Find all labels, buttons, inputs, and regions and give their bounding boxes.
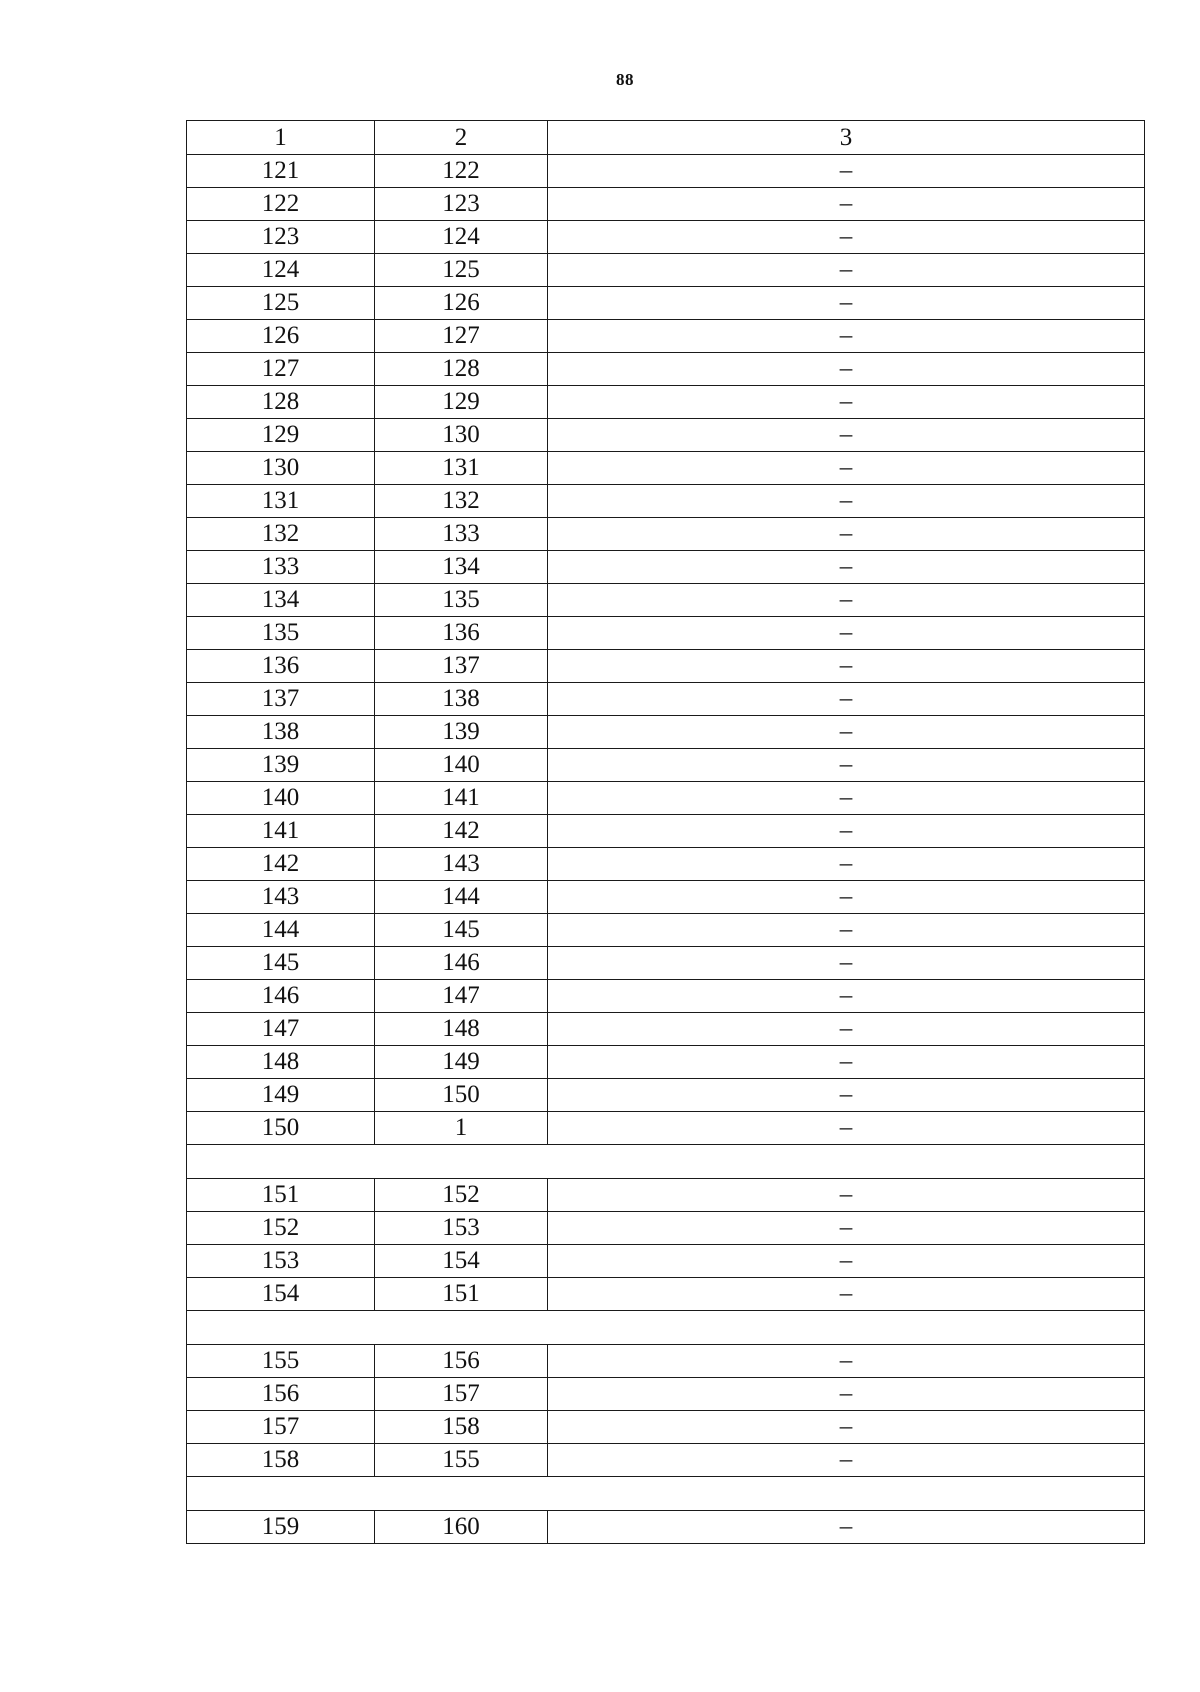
table-cell-col-1: 135: [187, 617, 375, 650]
table-cell-col-2: 151: [375, 1278, 548, 1311]
table-row: [187, 848, 1145, 881]
table-cell-col-3: –: [548, 287, 1145, 320]
table-row: [187, 320, 1145, 353]
table-row: [187, 188, 1145, 221]
table-cell-col-1: 151: [187, 1179, 375, 1212]
table-cell-col-1: 131: [187, 485, 375, 518]
table-spacer-row: [187, 1145, 1145, 1179]
table-cell-col-1: 146: [187, 980, 375, 1013]
table-cell-col-2: 1: [375, 1112, 548, 1145]
table-cell-col-3: –: [548, 815, 1145, 848]
table-cell-col-3: –: [548, 485, 1145, 518]
table-cell-col-3: –: [548, 1179, 1145, 1212]
table-row: [187, 1378, 1145, 1411]
table-cell-col-3: –: [548, 617, 1145, 650]
table-cell-col-1: 132: [187, 518, 375, 551]
table-cell-col-3: –: [548, 1112, 1145, 1145]
table-row: [187, 1345, 1145, 1378]
table-cell-col-1: 150: [187, 1112, 375, 1145]
table-cell-col-1: 149: [187, 1079, 375, 1112]
table-row: [187, 1245, 1145, 1278]
table-cell-col-1: 130: [187, 452, 375, 485]
table-cell-col-1: 139: [187, 749, 375, 782]
table-cell-col-3: –: [548, 1278, 1145, 1311]
table-cell-col-1: 124: [187, 254, 375, 287]
table-row: [187, 914, 1145, 947]
table-cell-col-1: 145: [187, 947, 375, 980]
table-cell-col-3: –: [548, 1013, 1145, 1046]
table-cell-col-3: –: [548, 551, 1145, 584]
table-cell-col-1: 157: [187, 1411, 375, 1444]
table-cell-col-3: –: [548, 353, 1145, 386]
table-row: [187, 650, 1145, 683]
table-cell-col-1: 136: [187, 650, 375, 683]
table-cell-col-1: 147: [187, 1013, 375, 1046]
table-row: [187, 749, 1145, 782]
table-row: [187, 452, 1145, 485]
table-row: [187, 716, 1145, 749]
table-cell-col-1: 133: [187, 551, 375, 584]
table-row: [187, 155, 1145, 188]
table-row: [187, 518, 1145, 551]
table-cell-col-3: –: [548, 584, 1145, 617]
table-cell-col-2: 127: [375, 320, 548, 353]
table-cell-col-2: 125: [375, 254, 548, 287]
table-cell-col-1: 127: [187, 353, 375, 386]
table-cell-col-1: 129: [187, 419, 375, 452]
table-cell-col-1: 141: [187, 815, 375, 848]
table-row: [187, 584, 1145, 617]
table-cell-col-3: –: [548, 683, 1145, 716]
spacer-cell: [187, 1311, 1145, 1345]
column-header-3: 3: [548, 121, 1145, 155]
table-cell-col-2: 147: [375, 980, 548, 1013]
table-row: [187, 1079, 1145, 1112]
table-cell-col-2: 158: [375, 1411, 548, 1444]
table-row: [187, 617, 1145, 650]
table-cell-col-2: 132: [375, 485, 548, 518]
table-cell-col-3: –: [548, 980, 1145, 1013]
table-cell-col-1: 155: [187, 1345, 375, 1378]
table-cell-col-3: –: [548, 848, 1145, 881]
table-row: [187, 419, 1145, 452]
table-row: [187, 1013, 1145, 1046]
table-cell-col-2: 152: [375, 1179, 548, 1212]
table-cell-col-2: 142: [375, 815, 548, 848]
table-cell-col-1: 138: [187, 716, 375, 749]
table-cell-col-2: 124: [375, 221, 548, 254]
table-row: [187, 254, 1145, 287]
table-cell-col-2: 139: [375, 716, 548, 749]
table-cell-col-3: –: [548, 1444, 1145, 1477]
table-cell-col-2: 128: [375, 353, 548, 386]
table-cell-col-1: 158: [187, 1444, 375, 1477]
table-cell-col-3: –: [548, 947, 1145, 980]
table-cell-col-1: 123: [187, 221, 375, 254]
table-cell-col-3: –: [548, 518, 1145, 551]
table-cell-col-2: 155: [375, 1444, 548, 1477]
table-cell-col-1: 143: [187, 881, 375, 914]
table-cell-col-2: 145: [375, 914, 548, 947]
table-cell-col-1: 126: [187, 320, 375, 353]
table-cell-col-1: 156: [187, 1378, 375, 1411]
table-cell-col-2: 150: [375, 1079, 548, 1112]
table-row: [187, 485, 1145, 518]
table-cell-col-1: 154: [187, 1278, 375, 1311]
table-row: [187, 1179, 1145, 1212]
table-cell-col-1: 152: [187, 1212, 375, 1245]
table-cell-col-3: –: [548, 254, 1145, 287]
table-cell-col-2: 144: [375, 881, 548, 914]
table-cell-col-3: –: [548, 881, 1145, 914]
table-cell-col-1: 148: [187, 1046, 375, 1079]
table-cell-col-3: –: [548, 419, 1145, 452]
table-header-row: [187, 121, 1145, 155]
table-cell-col-2: 122: [375, 155, 548, 188]
table-cell-col-2: 131: [375, 452, 548, 485]
column-header-2: 2: [375, 121, 548, 155]
table-row: [187, 1212, 1145, 1245]
table-cell-col-2: 140: [375, 749, 548, 782]
table-cell-col-3: –: [548, 1079, 1145, 1112]
table-cell-col-2: 143: [375, 848, 548, 881]
table-row: [187, 683, 1145, 716]
table-cell-col-3: –: [548, 221, 1145, 254]
table-spacer-row: [187, 1311, 1145, 1345]
table-cell-col-2: 146: [375, 947, 548, 980]
table-cell-col-3: –: [548, 452, 1145, 485]
table-cell-col-3: –: [548, 749, 1145, 782]
table-cell-col-1: 122: [187, 188, 375, 221]
table-cell-col-1: 142: [187, 848, 375, 881]
table-cell-col-2: 156: [375, 1345, 548, 1378]
table-cell-col-3: –: [548, 320, 1145, 353]
table-cell-col-1: 121: [187, 155, 375, 188]
table-row: [187, 947, 1145, 980]
spacer-cell: [187, 1145, 1145, 1179]
table-cell-col-3: –: [548, 716, 1145, 749]
table-cell-col-3: –: [548, 1212, 1145, 1245]
column-header-1: 1: [187, 121, 375, 155]
table-cell-col-2: 157: [375, 1378, 548, 1411]
table-cell-col-3: –: [548, 1046, 1145, 1079]
table-cell-col-1: 140: [187, 782, 375, 815]
table-cell-col-3: –: [548, 386, 1145, 419]
table-cell-col-2: 141: [375, 782, 548, 815]
table-cell-col-1: 125: [187, 287, 375, 320]
table-cell-col-1: 153: [187, 1245, 375, 1278]
table-cell-col-2: 134: [375, 551, 548, 584]
table-cell-col-3: –: [548, 1345, 1145, 1378]
table-cell-col-2: 136: [375, 617, 548, 650]
table-spacer-row: [187, 1477, 1145, 1511]
table-cell-col-1: 134: [187, 584, 375, 617]
table-cell-col-2: 137: [375, 650, 548, 683]
table-cell-col-3: –: [548, 1378, 1145, 1411]
table-cell-col-2: 160: [375, 1511, 548, 1544]
table-cell-col-1: 137: [187, 683, 375, 716]
table-row: [187, 881, 1145, 914]
table-cell-col-3: –: [548, 1245, 1145, 1278]
table-row: [187, 980, 1145, 1013]
data-table: [186, 120, 1145, 1544]
table-row: [187, 1411, 1145, 1444]
table-row: [187, 353, 1145, 386]
table-cell-col-1: 144: [187, 914, 375, 947]
table-cell-col-2: 130: [375, 419, 548, 452]
table-cell-col-2: 149: [375, 1046, 548, 1079]
table-cell-col-3: –: [548, 1511, 1145, 1544]
table-row: [187, 221, 1145, 254]
table-cell-col-2: 154: [375, 1245, 548, 1278]
table-cell-col-2: 129: [375, 386, 548, 419]
table-row: [187, 815, 1145, 848]
table-cell-col-3: –: [548, 914, 1145, 947]
table-row: [187, 287, 1145, 320]
table-cell-col-3: –: [548, 650, 1145, 683]
table-row: [187, 1046, 1145, 1079]
table-row: [187, 1278, 1145, 1311]
table-cell-col-1: 128: [187, 386, 375, 419]
table-cell-col-2: 123: [375, 188, 548, 221]
table-row: [187, 1112, 1145, 1145]
table-row: [187, 1511, 1145, 1544]
table-cell-col-2: 153: [375, 1212, 548, 1245]
page-number: 88: [616, 70, 634, 89]
table-row: [187, 551, 1145, 584]
table-cell-col-1: 159: [187, 1511, 375, 1544]
table-cell-col-2: 126: [375, 287, 548, 320]
table-cell-col-3: –: [548, 155, 1145, 188]
spacer-cell: [187, 1477, 1145, 1511]
table-cell-col-2: 135: [375, 584, 548, 617]
table-row: [187, 1444, 1145, 1477]
table-cell-col-3: –: [548, 782, 1145, 815]
table-cell-col-3: –: [548, 1411, 1145, 1444]
table-cell-col-3: –: [548, 188, 1145, 221]
table-cell-col-2: 133: [375, 518, 548, 551]
table-row: [187, 386, 1145, 419]
table-row: [187, 782, 1145, 815]
table-cell-col-2: 148: [375, 1013, 548, 1046]
table-cell-col-2: 138: [375, 683, 548, 716]
